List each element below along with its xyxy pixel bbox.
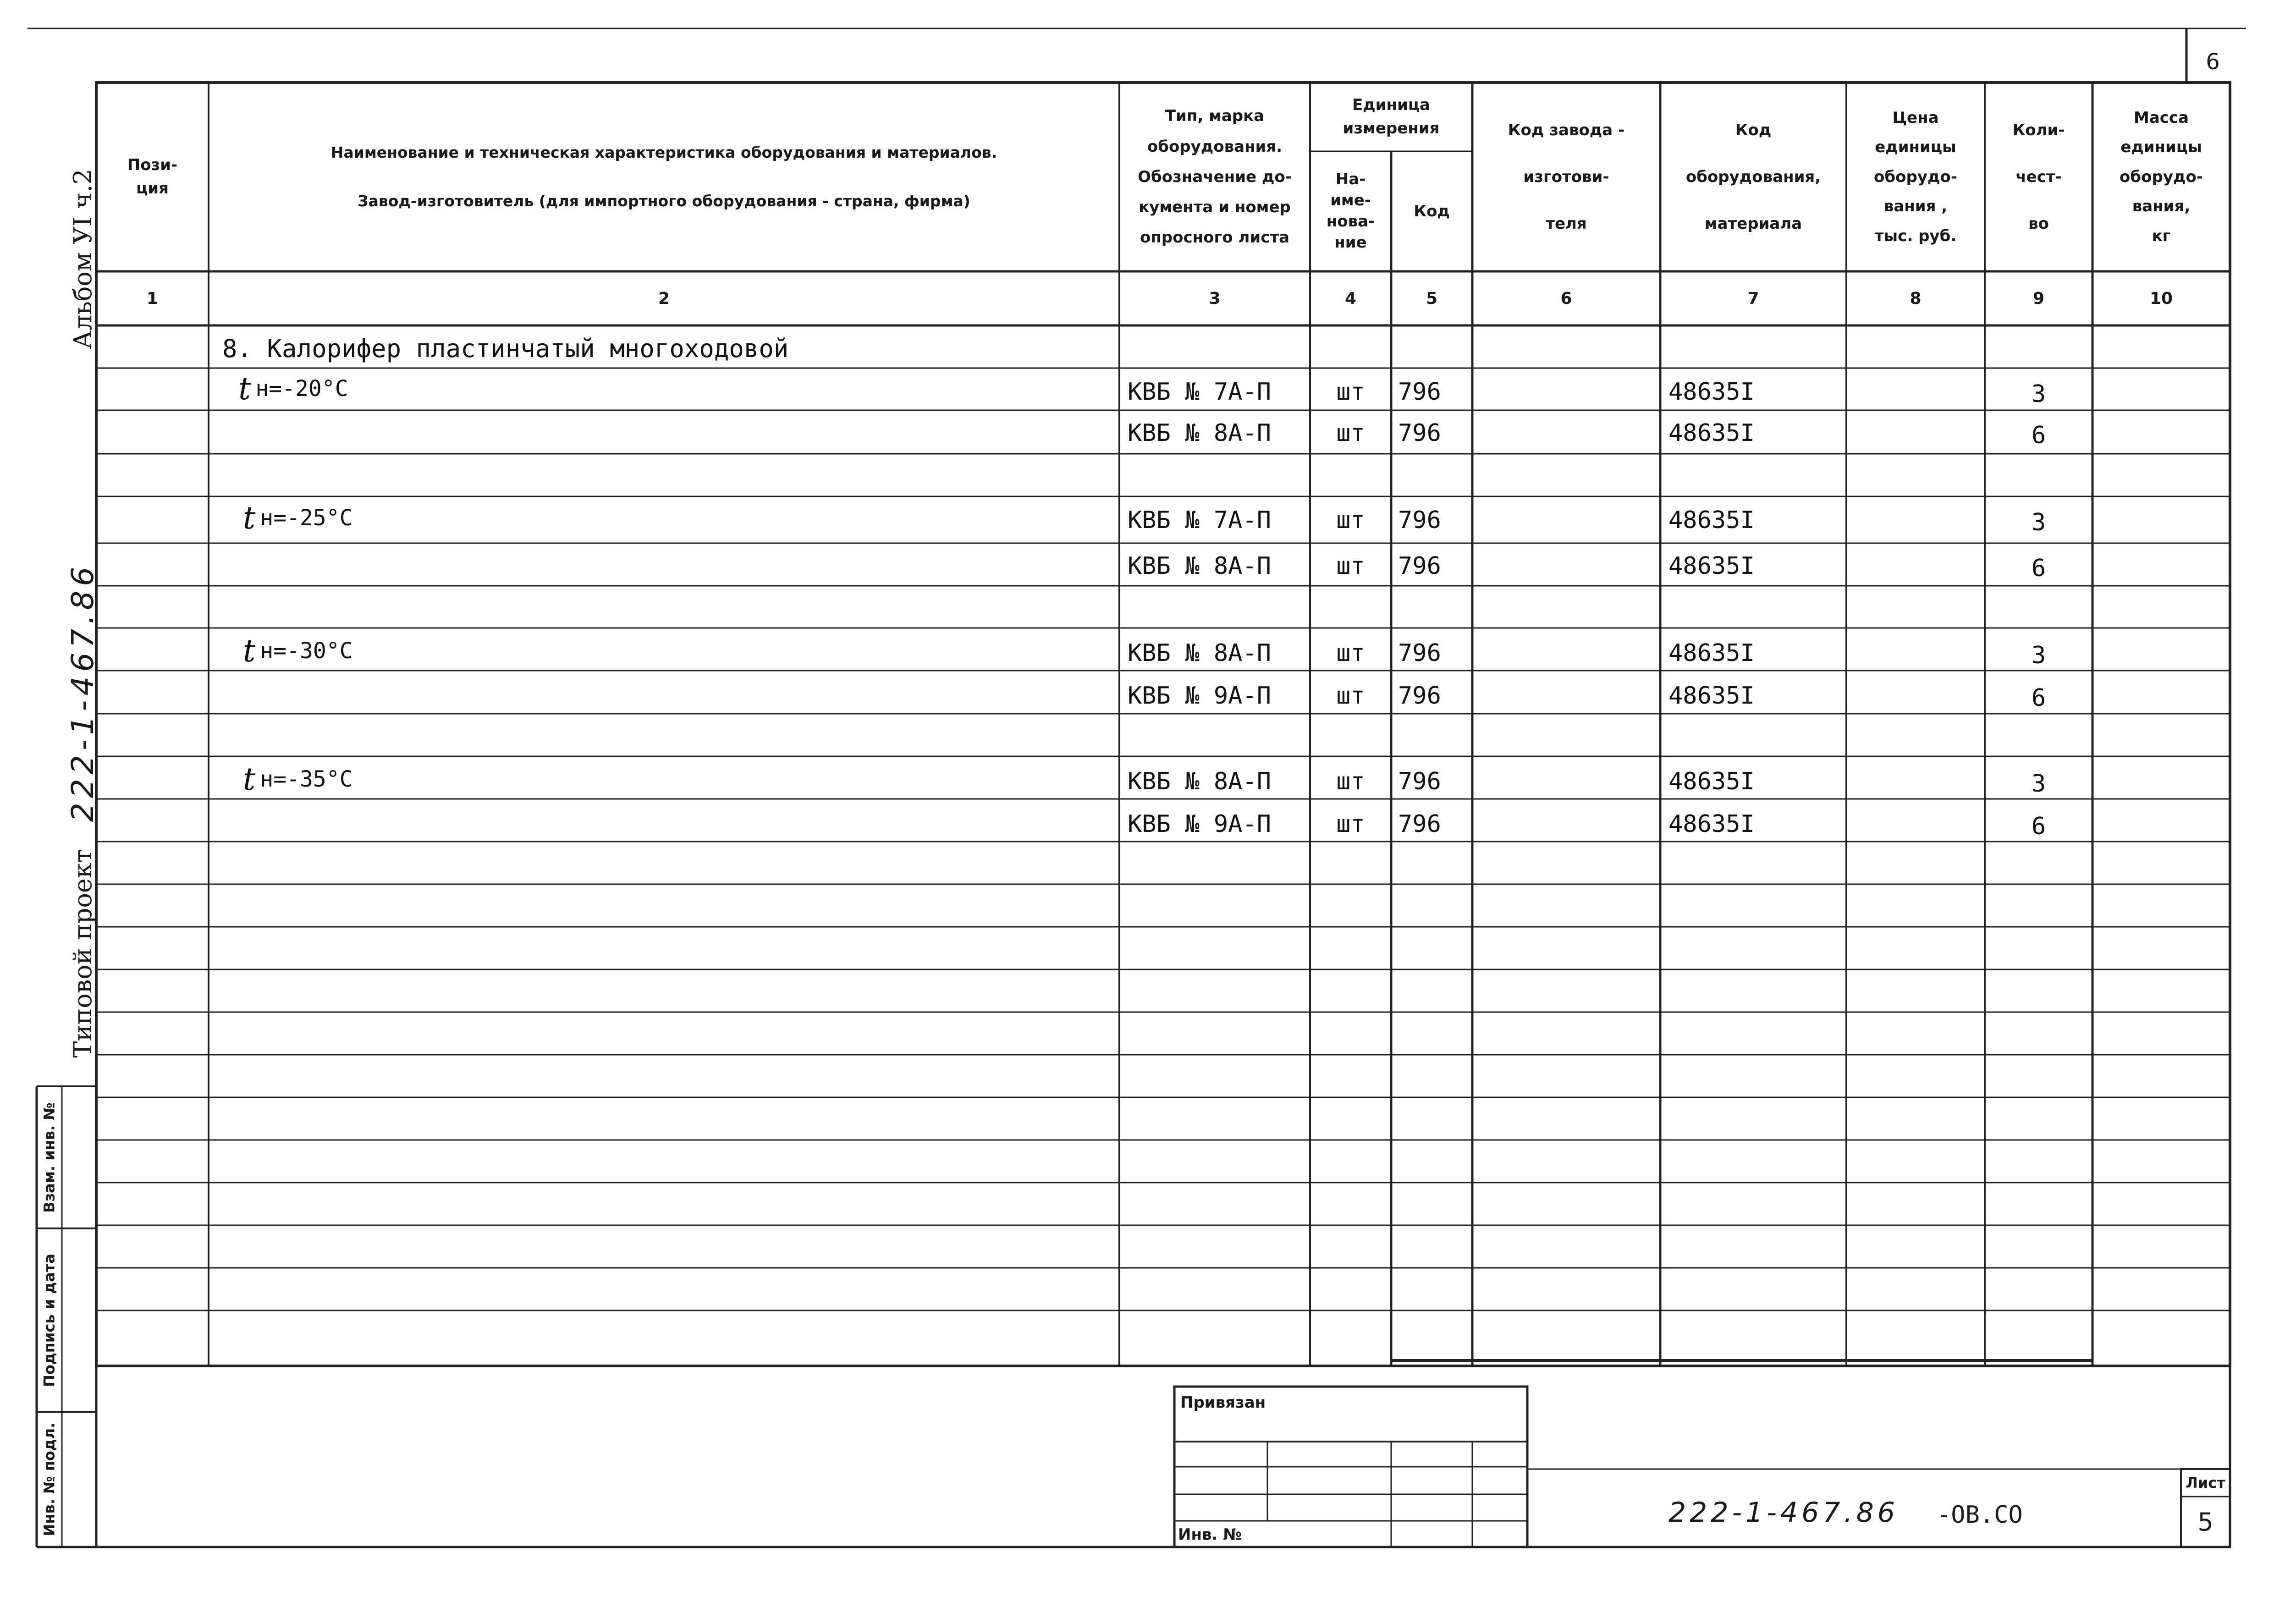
section-title: 8. Калорифер пластинчатый многоходовой xyxy=(222,334,789,363)
header-type: Тип, марка оборудования. Обозначение до- кумента и номер опросного листа xyxy=(1138,107,1292,247)
page-number: 6 xyxy=(2206,49,2220,75)
bound-label: Привязан xyxy=(1180,1393,1266,1412)
column-number: 4 xyxy=(1344,289,1357,308)
document-suffix: -ОВ.СО xyxy=(1937,1501,2023,1529)
header-unit-code: Код xyxy=(1414,202,1450,220)
column-number: 2 xyxy=(658,289,670,308)
type-cell: КВБ № 7А-П xyxy=(1128,378,1272,406)
temperature-label xyxy=(238,370,348,407)
equip-code-cell: 48635I xyxy=(1668,378,1755,406)
type-cell: КВБ № 9А-П xyxy=(1128,682,1272,710)
quantity-cell: 3 xyxy=(2031,642,2046,669)
header-unit-group: Единица измерения xyxy=(1343,96,1440,138)
unit-code-cell: 796 xyxy=(1398,378,1441,406)
quantity-cell: 6 xyxy=(2031,813,2046,840)
unit-code-cell: 796 xyxy=(1398,639,1441,667)
temperature-value: н=-35°С xyxy=(260,766,353,792)
sheet-label: Лист xyxy=(2186,1474,2225,1492)
unit-cell: шт xyxy=(1336,506,1365,534)
temperature-value: н=-20°С xyxy=(255,376,348,402)
temperature-label xyxy=(243,500,353,536)
t-symbol: t xyxy=(243,500,256,536)
project-number-label: 222-1-467.86 xyxy=(65,562,100,822)
equip-code-cell: 48635I xyxy=(1668,419,1755,447)
document-number: 222-1-467.86 xyxy=(1668,1497,1899,1529)
unit-cell: шт xyxy=(1336,378,1365,406)
column-number: 7 xyxy=(1747,289,1759,308)
quantity-cell: 6 xyxy=(2031,684,2046,712)
column-number: 9 xyxy=(2032,289,2045,308)
column-number: 6 xyxy=(1560,289,1572,308)
equip-code-cell: 48635I xyxy=(1668,506,1755,534)
header-quantity: Коли- чест- во xyxy=(2012,121,2065,233)
quantity-cell: 3 xyxy=(2031,380,2046,408)
type-cell: КВБ № 8А-П xyxy=(1128,552,1272,580)
equip-code-cell: 48635I xyxy=(1668,768,1755,795)
unit-cell: шт xyxy=(1336,639,1365,667)
equip-code-cell: 48635I xyxy=(1668,552,1755,580)
quantity-cell: 6 xyxy=(2031,422,2046,449)
column-number: 8 xyxy=(1910,289,1922,308)
type-cell: КВБ № 8А-П xyxy=(1128,768,1272,795)
unit-cell: шт xyxy=(1336,682,1365,710)
sheet-number: 5 xyxy=(2197,1507,2213,1536)
header-unit-name: На- име- нова- ние xyxy=(1326,170,1375,252)
original-inventory-field: Инв. № подл. xyxy=(40,1422,58,1536)
column-number: 1 xyxy=(146,289,159,308)
quantity-cell: 3 xyxy=(2031,509,2046,536)
column-number: 10 xyxy=(2149,289,2173,308)
header-position: Пози- ция xyxy=(127,156,178,198)
equip-code-cell: 48635I xyxy=(1668,810,1755,838)
quantity-cell: 3 xyxy=(2031,770,2046,798)
header-price: Цена единицы оборудо- вания , тыс. руб. xyxy=(1874,108,1957,245)
temperature-label xyxy=(243,761,353,798)
album-label: Альбом УI ч.2 xyxy=(68,169,97,349)
unit-code-cell: 796 xyxy=(1398,552,1441,580)
unit-cell: шт xyxy=(1336,419,1365,447)
unit-cell: шт xyxy=(1336,552,1365,580)
inventory-label: Инв. № xyxy=(1178,1525,1242,1544)
type-cell: КВБ № 7А-П xyxy=(1128,506,1272,534)
header-maker-code: Код завода - изготови- теля xyxy=(1508,121,1625,233)
t-symbol: t xyxy=(243,761,256,798)
unit-code-cell: 796 xyxy=(1398,419,1441,447)
equip-code-cell: 48635I xyxy=(1668,682,1755,710)
unit-code-cell: 796 xyxy=(1398,810,1441,838)
signature-date-field: Подпись и дата xyxy=(40,1254,58,1387)
temperature-value: н=-30°С xyxy=(260,638,353,664)
unit-code-cell: 796 xyxy=(1398,682,1441,710)
t-symbol: t xyxy=(238,370,251,407)
type-cell: КВБ № 9А-П xyxy=(1128,810,1272,838)
temperature-label xyxy=(243,633,353,669)
unit-code-cell: 796 xyxy=(1398,506,1441,534)
quantity-cell: 6 xyxy=(2031,555,2046,582)
unit-cell: шт xyxy=(1336,768,1365,795)
header-name: Наименование и техническая характеристика оборудования и материалов. Завод-изготовитель (для импортного оборудования - страна, фирма) xyxy=(330,143,997,210)
column-number: 3 xyxy=(1209,289,1221,308)
replace-inventory-field: Взам. инв. № xyxy=(40,1102,58,1213)
header-mass: Масса единицы оборудо- вания, кг xyxy=(2120,108,2203,245)
type-cell: КВБ № 8А-П xyxy=(1128,419,1272,447)
temperature-value: н=-25°С xyxy=(260,505,353,531)
header-equip-code: Код оборудования, материала xyxy=(1685,121,1821,233)
unit-code-cell: 796 xyxy=(1398,768,1441,795)
t-symbol: t xyxy=(243,633,256,669)
unit-cell: шт xyxy=(1336,810,1365,838)
equip-code-cell: 48635I xyxy=(1668,639,1755,667)
type-cell: КВБ № 8А-П xyxy=(1128,639,1272,667)
project-type-label: Типовой проект xyxy=(68,849,97,1058)
column-number: 5 xyxy=(1426,289,1438,308)
